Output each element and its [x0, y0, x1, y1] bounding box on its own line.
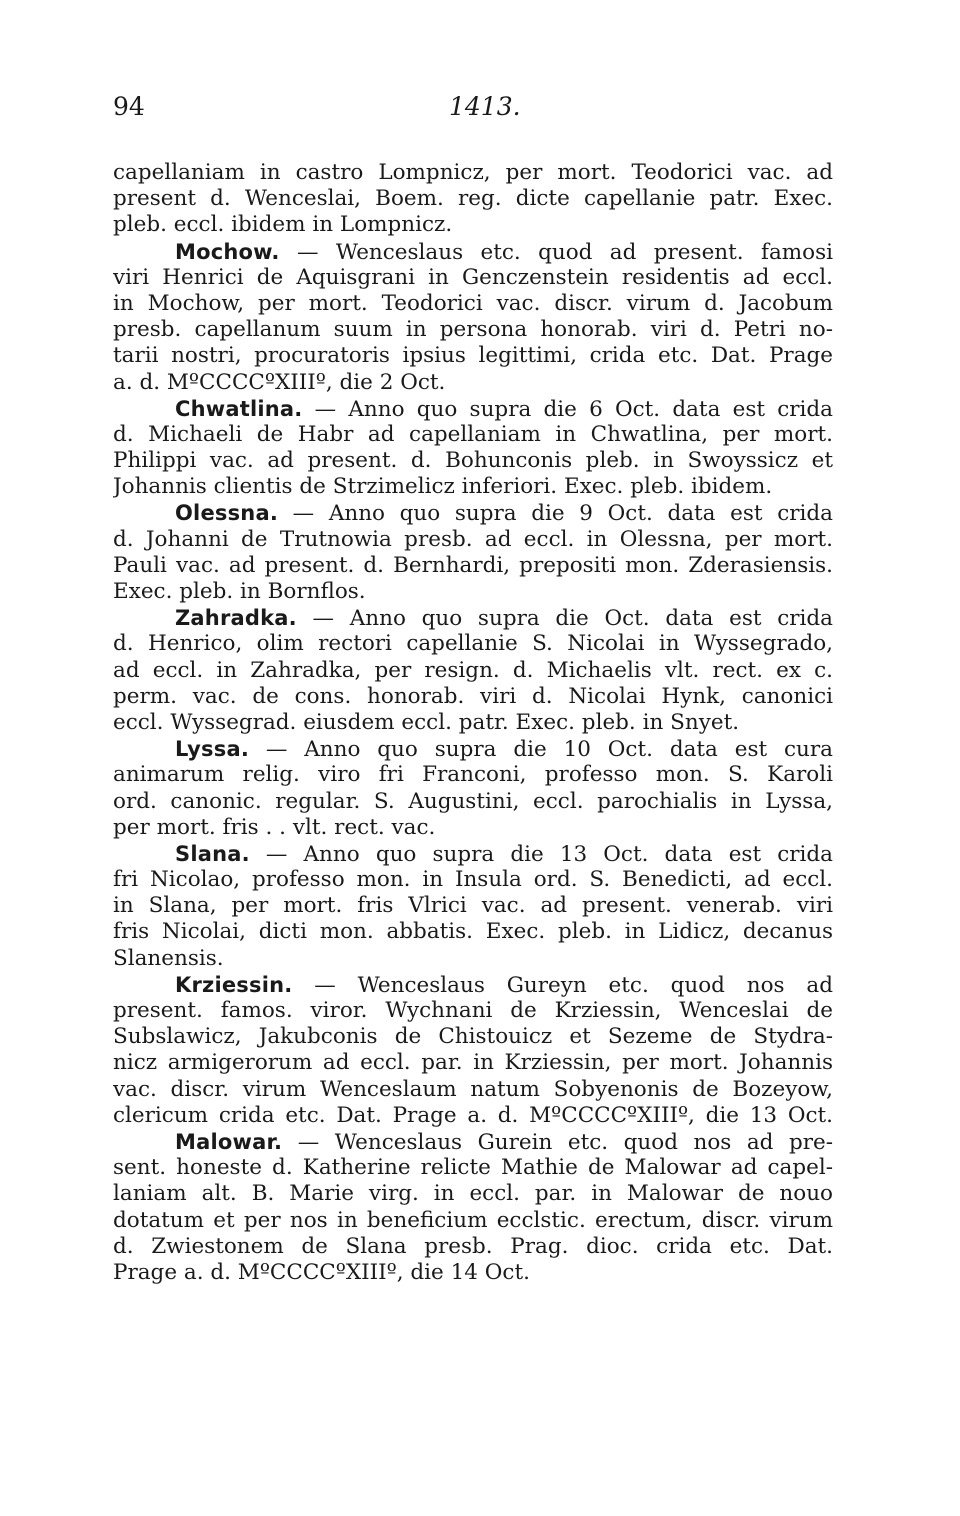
text-line [113, 972, 833, 998]
line-text: Prage a. d. MºCCCCºXIIIº, die 14 Oct. [113, 1259, 530, 1285]
text-line [113, 1024, 833, 1050]
line-text: Philippi vac. ad present. d. Bohunconis pleb. in Swoyssicz et [113, 448, 833, 474]
line-text: sent. honeste d. Katherine relicte Mathie de Malowar ad capel- [113, 1155, 833, 1181]
text-line [113, 867, 833, 893]
page-header [113, 92, 833, 126]
text-line [113, 736, 833, 762]
text-line [113, 841, 833, 867]
text-line [113, 370, 833, 396]
line-text: pleb. eccl. ibidem in Lompnicz. [113, 212, 453, 238]
text-line [113, 710, 833, 736]
line-text: — Anno quo supra die 10 Oct. data est cura [249, 737, 833, 763]
entry-place-name: Mochow. [175, 239, 280, 264]
text-line [113, 317, 833, 343]
line-text: — Wenceslaus etc. quod ad present. famosi [279, 239, 833, 265]
text-line [113, 212, 833, 238]
entry-place-name: Zahradka. [175, 606, 297, 631]
text-line [113, 1155, 833, 1181]
line-text: fri Nicolao, professo mon. in Insula ord. S. Benedicti, ad eccl. [113, 867, 833, 893]
line-text: dotatum et per nos in beneficium ecclstic. erectum, discr. virum [113, 1207, 833, 1233]
line-text: Exec. pleb. in Bornflos. [113, 579, 366, 604]
entry-place-name: Krziessin. [175, 972, 293, 997]
text-line [113, 1260, 833, 1286]
line-text: d. Johanni de Trutnowia presb. ad eccl. in Olessna, per mort. [113, 526, 833, 552]
line-text: d. Zwiestonem de Slana presb. Prag. dioc. crida etc. Dat. [113, 1233, 833, 1259]
line-text: — Anno quo supra die 6 Oct. data est crida [302, 396, 833, 422]
line-text: in Mochow, per mort. Teodorici vac. discr. virum d. Jacobum [113, 290, 833, 316]
text-line [113, 762, 833, 788]
line-text: capellaniam in castro Lompnicz, per mort. Teodorici vac. ad [113, 160, 833, 185]
line-text: — Anno quo supra die Oct. data est crida [296, 606, 833, 632]
line-text: animarum relig. viro fri Franconi, professo mon. S. Karoli [113, 762, 833, 788]
line-text: — Wenceslaus Gureyn etc. quod nos ad [292, 972, 833, 998]
line-text: Johannis clientis de Strzimelicz inferiori. Exec. pleb. ibidem. [113, 474, 773, 500]
entry-place-name: Lyssa. [175, 737, 249, 762]
text-line [113, 919, 833, 945]
text-line [113, 1050, 833, 1076]
text-line [113, 422, 833, 448]
line-text: d. Henrico, olim rectori capellanie S. Nicolai in Wyssegrado, [113, 631, 833, 657]
text-line [113, 658, 833, 684]
line-text: d. Michaeli de Habr ad capellaniam in Chwatlina, per mort. [113, 421, 833, 447]
line-text: per mort. fris . . vlt. rect. vac. [113, 814, 436, 840]
entry-place-name: Olessna. [175, 501, 278, 526]
text-line [113, 789, 833, 815]
text-line [113, 527, 833, 553]
text-line [113, 998, 833, 1024]
line-text: — Wenceslaus Gurein etc. quod nos ad pre- [282, 1129, 833, 1155]
running-head-year: 1413. [449, 92, 521, 121]
line-text: clericum crida etc. Dat. Prage a. d. MºCCCCºXIIIº, die 13 Oct. [113, 1102, 833, 1128]
line-text: ord. canonic. regular. S. Augustini, eccl. parochialis in Lyssa, [113, 788, 833, 814]
body-text [113, 160, 833, 1286]
text-line [113, 553, 833, 579]
text-line [113, 684, 833, 710]
text-line [113, 631, 833, 657]
line-text: tarii nostri, procuratoris ipsius legittimi, crida etc. Dat. Prage [113, 343, 833, 369]
entry-place-name: Chwatlina. [175, 396, 303, 421]
text-line [113, 186, 833, 212]
text-line [113, 1103, 833, 1129]
text-line [113, 265, 833, 291]
text-line [113, 579, 833, 605]
text-line [113, 605, 833, 631]
text-line [113, 893, 833, 919]
line-text: Slanensis. [113, 945, 224, 971]
line-text: perm. vac. de cons. honorab. viri d. Nicolai Hynk, canonici [113, 683, 833, 709]
text-line [113, 1234, 833, 1260]
line-text: vac. discr. virum Wenceslaum natum Sobyenonis de Bozeyow, [113, 1076, 833, 1102]
line-text: — Anno quo supra die 13 Oct. data est crida [249, 841, 833, 867]
page-number: 94 [113, 92, 145, 121]
text-line [113, 448, 833, 474]
line-text: eccl. Wyssegrad. eiusdem eccl. patr. Exec. pleb. in Snyet. [113, 709, 740, 735]
text-line [113, 343, 833, 369]
text-line [113, 500, 833, 526]
text-line [113, 474, 833, 500]
line-text: Subslawicz, Jakubconis de Chistouicz et Sezeme de Stydra- [113, 1024, 833, 1050]
line-text: — Anno quo supra die 9 Oct. data est crida [278, 501, 833, 527]
text-line [113, 815, 833, 841]
line-text: present. famos. viror. Wychnani de Krziessin, Wenceslai de [113, 998, 833, 1023]
line-text: Pauli vac. ad present. d. Bernhardi, prepositi mon. Zderasiensis. [113, 552, 833, 578]
text-line [113, 160, 833, 186]
line-text: in Slana, per mort. fris Vlrici vac. ad present. venerab. viri [113, 893, 833, 919]
text-line [113, 396, 833, 422]
line-text: present d. Wenceslai, Boem. reg. dicte capellanie patr. Exec. [113, 186, 833, 212]
line-text: fris Nicolai, dicti mon. abbatis. Exec. pleb. in Lidicz, decanus [113, 919, 833, 945]
line-text: viri Henrici de Aquisgrani in Genczenstein residentis ad eccl. [113, 264, 833, 290]
text-line [113, 1077, 833, 1103]
line-text: laniam alt. B. Marie virg. in eccl. par. in Malowar de nouo [113, 1181, 833, 1207]
line-text: presb. capellanum suum in persona honorab. viri d. Petri no- [113, 317, 833, 343]
text-line [113, 291, 833, 317]
line-text: a. d. MºCCCCºXIIIº, die 2 Oct. [113, 369, 446, 395]
text-line [113, 239, 833, 265]
text-line [113, 1129, 833, 1155]
entry-place-name: Slana. [175, 841, 250, 866]
line-text: ad eccl. in Zahradka, per resign. d. Michaelis vlt. rect. ex c. [113, 657, 833, 683]
line-text: nicz armigerorum ad eccl. par. in Krziessin, per mort. Johannis [113, 1050, 833, 1076]
text-line [113, 1181, 833, 1207]
entry-place-name: Malowar. [175, 1129, 283, 1154]
text-line [113, 946, 833, 972]
text-line [113, 1208, 833, 1234]
